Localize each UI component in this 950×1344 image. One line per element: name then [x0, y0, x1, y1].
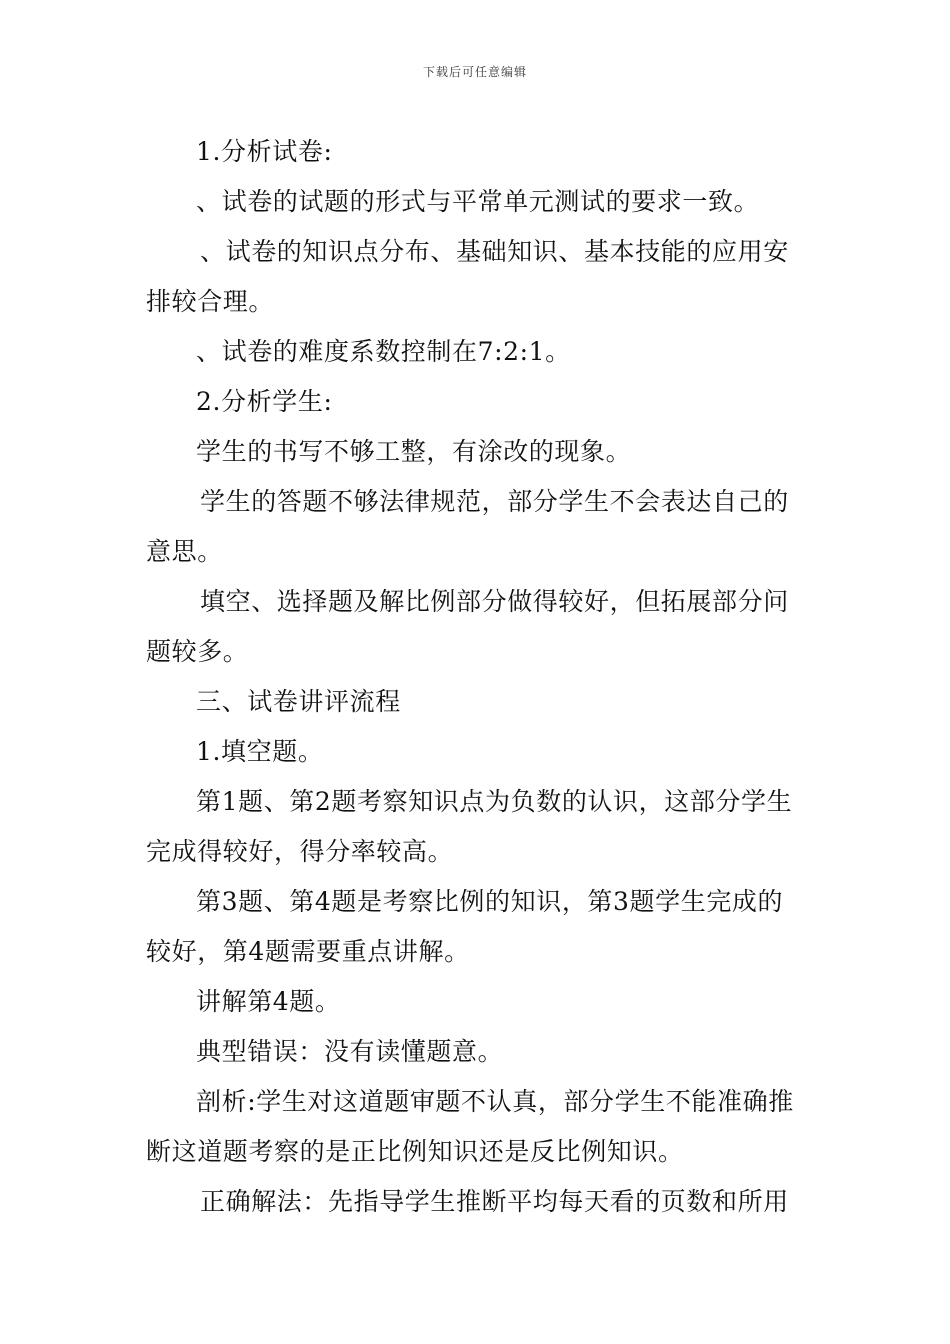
paragraph-line: 2.分析学生: [196, 387, 333, 416]
paragraph-line: 排较合理。 [146, 287, 275, 316]
paragraph-line: 完成得较好，得分率较高。 [146, 837, 454, 866]
paragraph-line: 第1题、第2题考察知识点为负数的认识，这部分学生 [196, 787, 793, 816]
section-heading: 三、试卷讲评流程 [196, 687, 401, 716]
paragraph-line: 正确解法：先指导学生推断平均每天看的页数和所用 [200, 1187, 789, 1216]
paragraph-line: 学生的答题不够法律规范，部分学生不会表达自己的 [200, 487, 789, 516]
paragraph-line: 1.填空题。 [196, 737, 324, 766]
page-header: 下载后可任意编辑 [422, 65, 527, 79]
paragraph-line: 、试卷的难度系数控制在7:2:1。 [196, 337, 571, 366]
paragraph-line: 断这道题考察的是正比例知识还是反比例知识。 [146, 1137, 684, 1166]
paragraph-line: 意思。 [146, 537, 223, 566]
paragraph-line: 1.分析试卷: [196, 137, 333, 166]
paragraph-line: 题较多。 [146, 637, 249, 666]
paragraph-line: 典型错误：没有读懂题意。 [196, 1037, 504, 1066]
paragraph-line: 剖析:学生对这道题审题不认真，部分学生不能准确推 [196, 1087, 794, 1116]
paragraph-line: 第3题、第4题是考察比例的知识，第3题学生完成的 [196, 887, 784, 916]
paragraph-line: 学生的书写不够工整，有涂改的现象。 [196, 437, 632, 466]
paragraph-line: 较好，第4题需要重点讲解。 [146, 937, 470, 966]
paragraph-line: 、试卷的试题的形式与平常单元测试的要求一致。 [196, 187, 760, 216]
paragraph-line: 讲解第4题。 [196, 987, 341, 1016]
document-body [146, 127, 806, 1227]
paragraph-line: 填空、选择题及解比例部分做得较好，但拓展部分问 [200, 587, 789, 616]
paragraph-line: 、试卷的知识点分布、基础知识、基本技能的应用安 [200, 237, 789, 266]
